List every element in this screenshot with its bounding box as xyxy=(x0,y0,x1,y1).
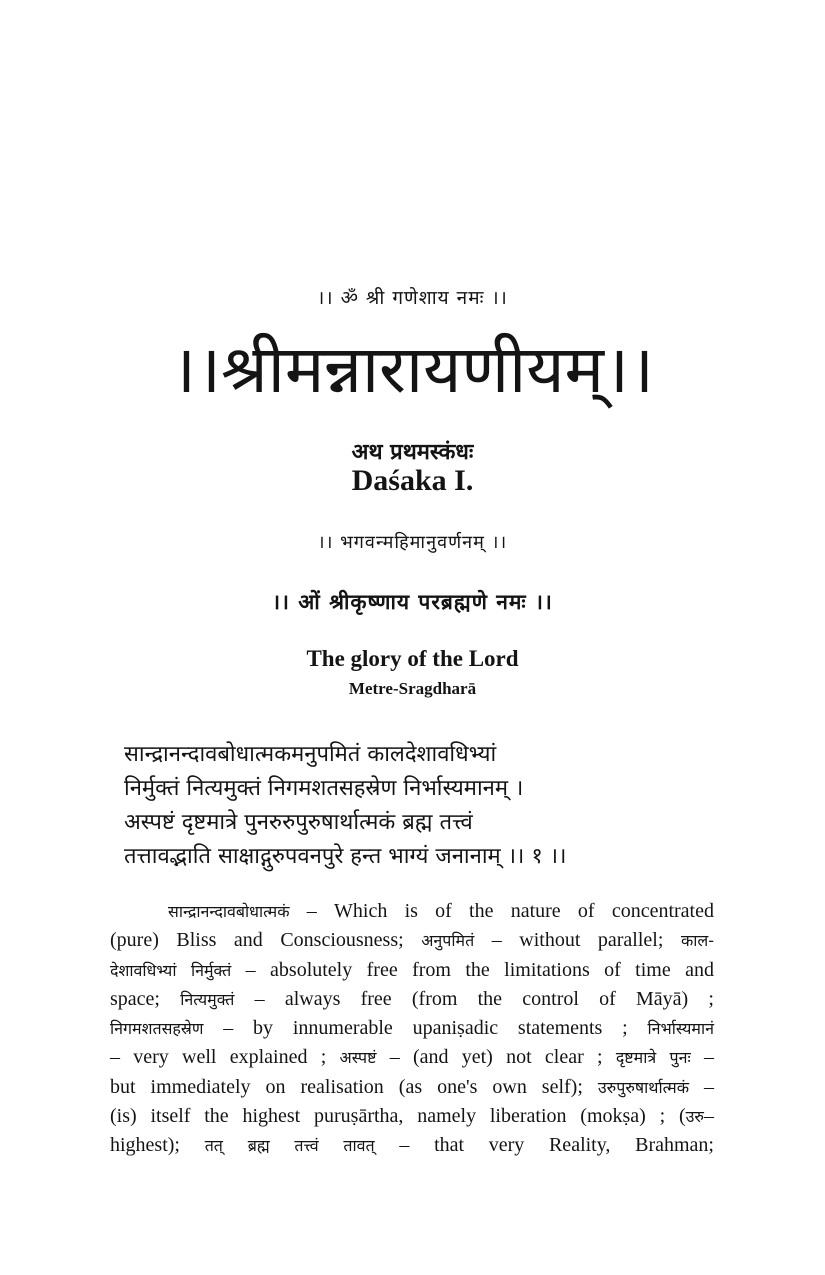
krishna-invocation: ।। ओं श्रीकृष्णाय परब्रह्मणे नमः ।। xyxy=(272,590,553,614)
gloss-text: but immediately on realisation (as one's own self); xyxy=(110,1075,598,1098)
english-title: The glory of the Lord xyxy=(306,646,519,671)
commentary-line xyxy=(110,985,714,1014)
gloss-text: highest); xyxy=(110,1134,205,1157)
sanskrit-term: काल- xyxy=(680,931,714,951)
metre-label: Metre-Sragdharā xyxy=(348,679,477,698)
gloss-text: – xyxy=(689,1075,715,1098)
gloss-text: – (and yet) not clear ; xyxy=(376,1046,616,1069)
sanskrit-term: सान्द्रानन्दावबोधात्मकं xyxy=(168,902,290,921)
section-title-sanskrit: ।। भगवन्महिमानुवर्णनम् ।। xyxy=(317,532,508,553)
gloss-text: – absolutely free from the limitations of time and xyxy=(231,958,714,981)
commentary-line xyxy=(110,1073,714,1102)
commentary-line xyxy=(110,1014,714,1043)
gloss-text: – xyxy=(690,1046,715,1069)
skandha-heading: अथ प्रथमस्कंधः xyxy=(351,440,474,465)
sanskrit-term: नित्यमुक्तं xyxy=(180,989,235,1009)
commentary-line xyxy=(110,1043,714,1072)
gloss-text: – always free (from the control of Māyā) ; xyxy=(234,987,714,1010)
commentary-line xyxy=(110,1131,714,1160)
gloss-text: – Which is of the nature of concentrated xyxy=(289,900,714,922)
sanskrit-term: उरु xyxy=(685,1107,704,1127)
gloss-text: – by innumerable upaniṣadic statements ; xyxy=(203,1017,648,1040)
commentary-line xyxy=(110,956,714,985)
gloss-text: – that very Reality, Brahman; xyxy=(374,1134,714,1157)
sanskrit-term: देशावधिभ्यां निर्मुक्तं xyxy=(110,960,232,980)
gloss-text: – without parallel; xyxy=(474,929,681,952)
sanskrit-verse xyxy=(124,738,784,874)
commentary-line xyxy=(110,926,714,955)
gloss-text: (is) itself the highest puruṣārtha, namely liberation (mokṣa) ; ( xyxy=(110,1105,686,1128)
verse-line: अस्पष्टं दृष्टमात्रे पुनरुरुपुरुषार्थात्मकं ब्रह्म तत्त्वं xyxy=(124,810,473,835)
sanskrit-term: निर्भास्यमानं xyxy=(647,1019,714,1039)
sanskrit-term: दृष्टमात्रे पुनः xyxy=(615,1048,691,1068)
gloss-text: (pure) Bliss and Consciousness; xyxy=(110,929,422,952)
commentary-line xyxy=(110,897,714,926)
sanskrit-term: अस्पष्टं xyxy=(339,1048,377,1068)
sanskrit-term: उरुपुरुषार्थात्मकं xyxy=(597,1077,690,1097)
page-title: ।।श्रीमन्नारायणीयम्।। xyxy=(171,331,654,408)
sanskrit-term: अनुपमितं xyxy=(421,931,475,951)
dasaka-heading: Daśaka I. xyxy=(351,464,474,497)
commentary-line xyxy=(110,1102,714,1131)
gloss-text: – xyxy=(704,1105,714,1128)
ganesha-invocation: ।। ॐ श्री गणेशाय नमः ।। xyxy=(317,287,508,309)
verse-line: तत्तावद्भाति साक्षाद्गुरुपवनपुरे हन्त भाग्यं जनानाम् ।। १ ।। xyxy=(124,844,567,869)
gloss-text: – very well explained ; xyxy=(110,1046,340,1069)
word-meaning-commentary xyxy=(110,897,714,1161)
sanskrit-term: तत् ब्रह्म तत्त्वं तावत् xyxy=(204,1136,375,1156)
gloss-text: space; xyxy=(110,987,181,1010)
sanskrit-term: निगमशतसहस्रेण xyxy=(110,1019,204,1039)
verse-line: सान्द्रानन्दावबोधात्मकमनुपमितं कालदेशावधिभ्यां xyxy=(124,742,497,767)
verse-line: निर्मुक्तं नित्यमुक्तं निगमशतसहस्रेण निर्भास्यमानम् । xyxy=(124,776,524,801)
